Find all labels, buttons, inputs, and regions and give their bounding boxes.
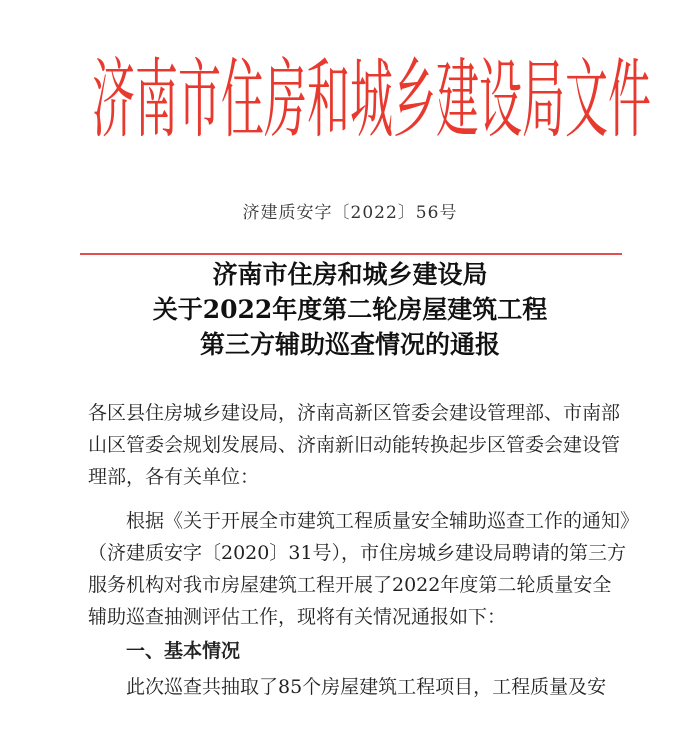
section-heading: 一、基本情况 [126, 640, 241, 662]
document-header-title: 济南市住房和城乡建设局文件 [92, 50, 651, 150]
body-line: 山区管委会规划发展局、济南新旧动能转换起步区管委会建设管 [88, 434, 621, 456]
title-line-3: 第三方辅助巡查情况的通报 [199, 330, 500, 359]
body-line: 服务机构对我市房屋建筑工程开展了2022年度第二轮质量安全 [88, 574, 612, 596]
document-number: 济建质安字〔2022〕56号 [242, 203, 458, 223]
title-line-1: 济南市住房和城乡建设局 [212, 260, 488, 289]
body-line: 辅助巡查抽测评估工作，现将有关情况通报如下： [88, 606, 507, 628]
title-line-2: 关于2022年度第二轮房屋建筑工程 [152, 295, 548, 324]
body-line: 各区县住房城乡建设局，济南高新区管委会建设管理部、市南部 [88, 402, 621, 424]
body-line: （济建质安字〔2020〕31号），市住房城乡建设局聘请的第三方 [88, 542, 627, 564]
body-line: 此次巡查共抽取了85个房屋建筑工程项目，工程质量及安 [126, 676, 607, 698]
body-line: 根据《关于开展全市建筑工程质量安全辅助巡查工作的通知》 [126, 510, 640, 532]
body-line: 理部，各有关单位： [88, 466, 260, 488]
